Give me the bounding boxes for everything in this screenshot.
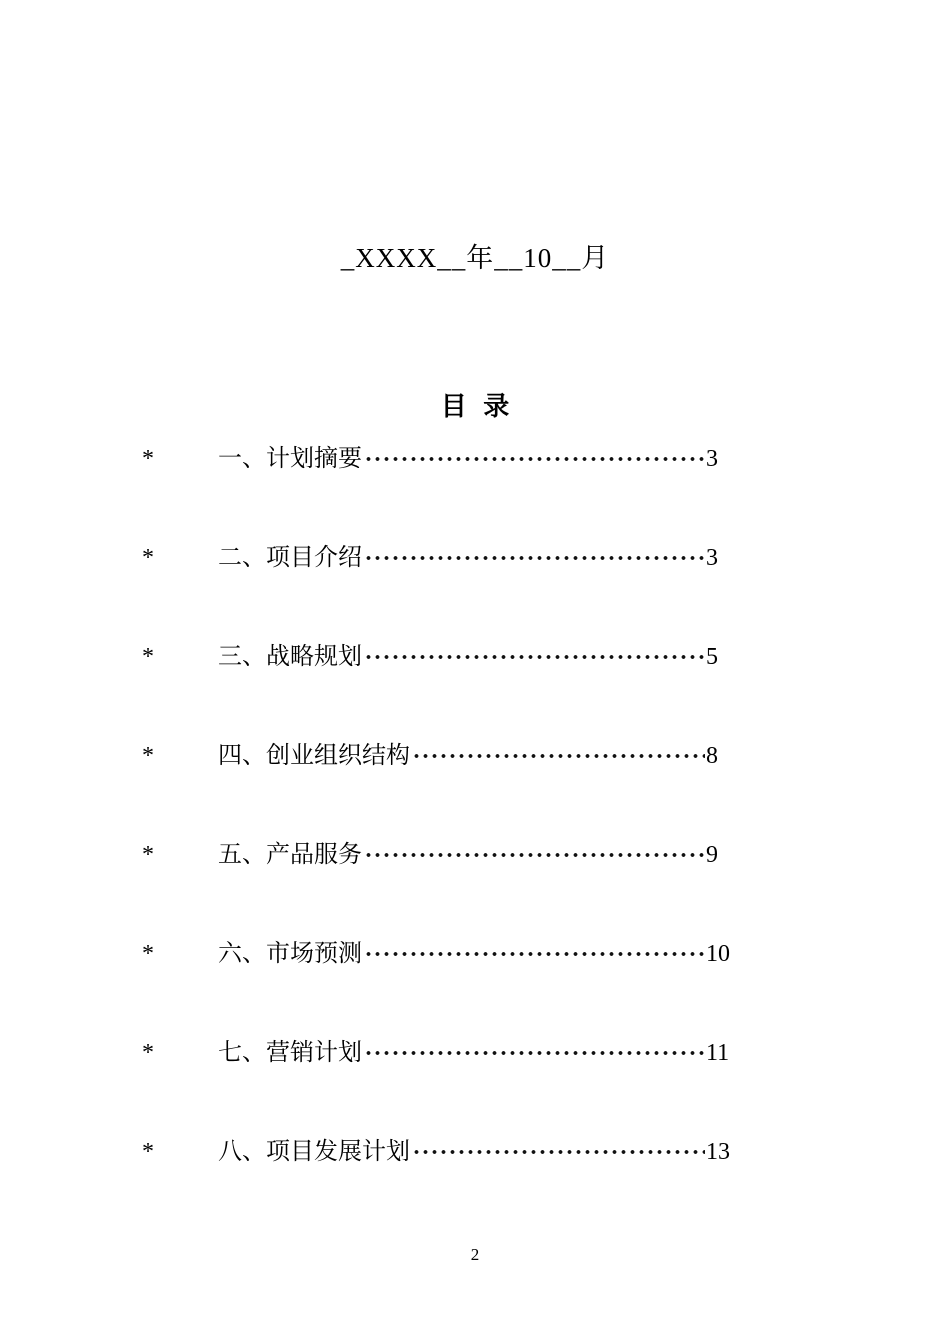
dot-leader: [364, 843, 705, 867]
dot-leader: [364, 942, 705, 966]
date-line: _XXXX__年__10__月: [340, 243, 610, 273]
toc-entry-label: 五、产品服务: [218, 842, 362, 868]
dot-leader: [412, 1140, 705, 1164]
toc-entry[interactable]: [142, 941, 738, 967]
toc-bullet: *: [142, 842, 154, 868]
toc-entry[interactable]: [142, 743, 738, 769]
toc-entry-page: 9: [706, 842, 718, 868]
toc-entry[interactable]: [142, 644, 738, 670]
toc-entry-label: 六、市场预测: [218, 941, 362, 967]
toc-bullet: *: [142, 1040, 154, 1066]
toc-bullet: *: [142, 644, 154, 670]
toc-entry-page: 3: [706, 446, 718, 472]
dot-leader: [364, 1041, 705, 1065]
toc-entry-page: 11: [706, 1040, 730, 1066]
dot-leader: [364, 546, 705, 570]
toc-list: [142, 446, 738, 1165]
toc-entry-label: 三、战略规划: [218, 644, 362, 670]
toc-entry[interactable]: [142, 545, 738, 571]
footer-page-number: 2: [470, 1245, 480, 1264]
toc-bullet: *: [142, 743, 154, 769]
toc-bullet: *: [142, 545, 154, 571]
toc-bullet: *: [142, 1139, 154, 1165]
toc-entry-page: 10: [706, 941, 730, 967]
dot-leader: [364, 447, 705, 471]
toc-entry-label: 七、营销计划: [218, 1040, 362, 1066]
toc-entry-label: 四、创业组织结构: [218, 743, 410, 769]
toc-entry-page: 13: [706, 1139, 730, 1165]
toc-entry[interactable]: [142, 842, 738, 868]
toc-entry-label: 八、项目发展计划: [218, 1139, 410, 1165]
toc-entry[interactable]: [142, 1040, 738, 1066]
toc-entry-label: 二、项目介绍: [218, 545, 362, 571]
dot-leader: [364, 645, 705, 669]
toc-entry[interactable]: [142, 446, 738, 472]
toc-entry-page: 5: [706, 644, 718, 670]
toc-entry-page: 3: [706, 545, 718, 571]
toc-bullet: *: [142, 941, 154, 967]
toc-entry-label: 一、计划摘要: [218, 446, 362, 472]
dot-leader: [412, 744, 705, 768]
toc-entry[interactable]: [142, 1139, 738, 1165]
toc-title: 目 录: [440, 392, 510, 421]
toc-entry-page: 8: [706, 743, 718, 769]
toc-bullet: *: [142, 446, 154, 472]
